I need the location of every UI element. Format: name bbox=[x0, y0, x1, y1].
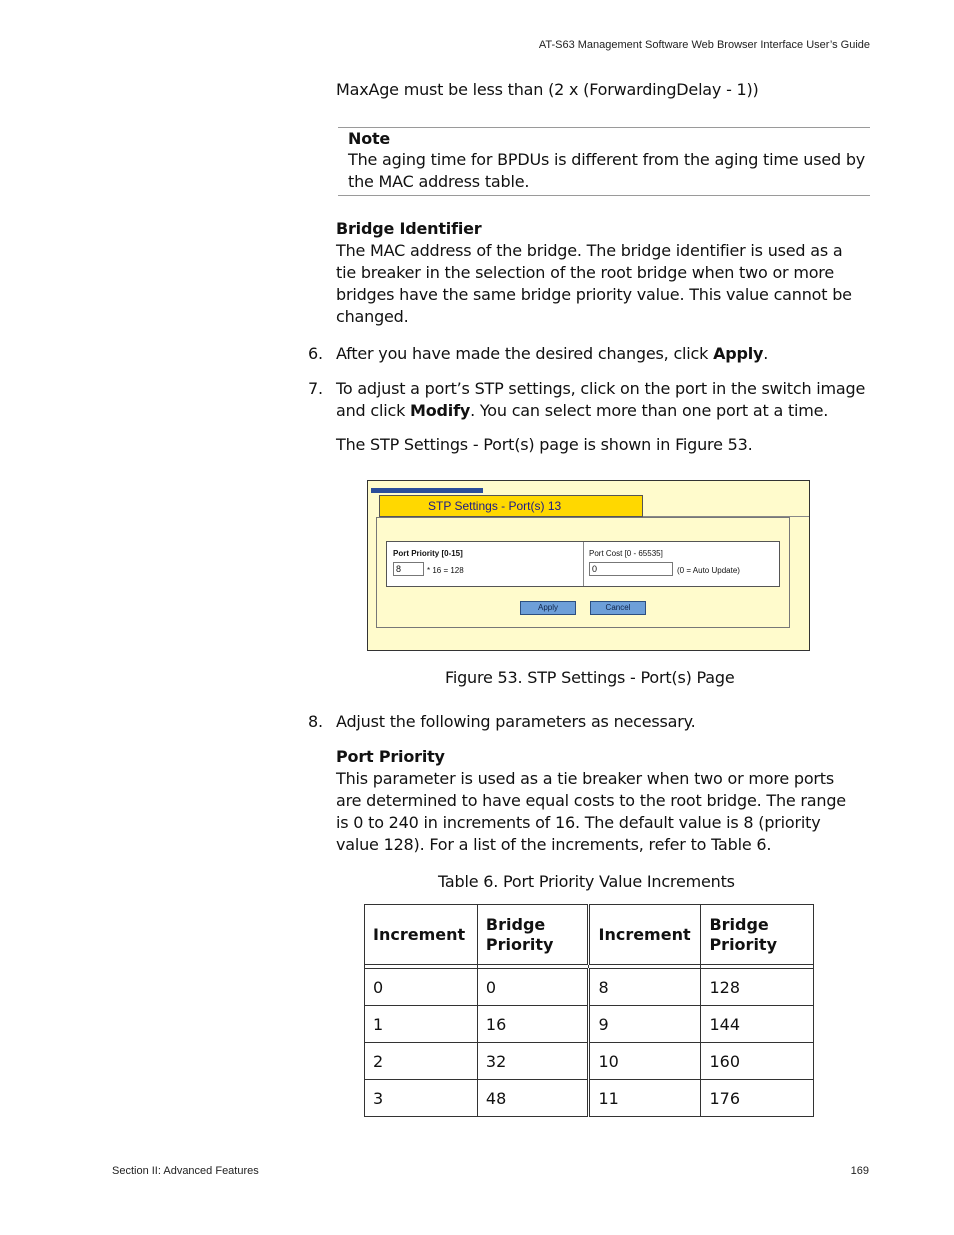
page-number: 169 bbox=[850, 1165, 869, 1177]
figure-top-bar bbox=[371, 488, 483, 493]
table-row bbox=[365, 1080, 814, 1117]
port-cost-suffix: (0 = Auto Update) bbox=[677, 566, 740, 575]
bridge-identifier-text: The MAC address of the bridge. The bridge identifier is used as a tie breaker in the selection of the root bridge when two or more bridges have the same bridge priority value. This value cannot be changed. bbox=[336, 241, 852, 326]
note-text: The aging time for BPDUs is different from the aging time used by the MAC address table. bbox=[348, 150, 866, 191]
port-priority-label: Port Priority [0-15] bbox=[393, 549, 463, 558]
stp-settings-figure bbox=[367, 480, 810, 651]
table-cell: 11 bbox=[589, 1080, 701, 1117]
table-cell: 2 bbox=[365, 1043, 478, 1080]
maxage-rule: MaxAge must be less than (2 x (ForwardingDelay - 1)) bbox=[336, 80, 759, 99]
table-cell: 176 bbox=[701, 1080, 814, 1117]
table-row bbox=[365, 969, 814, 1006]
port-cost-label: Port Cost [0 - 65535] bbox=[589, 549, 663, 558]
running-header: AT-S63 Management Software Web Browser Interface User’s Guide bbox=[538, 39, 870, 51]
step-6-text-after: . bbox=[763, 344, 769, 363]
table-cell: 16 bbox=[477, 1006, 589, 1043]
footer-section: Section II: Advanced Features bbox=[112, 1165, 259, 1177]
table-header-cell: Bridge Priority bbox=[477, 905, 589, 965]
table-row bbox=[365, 1043, 814, 1080]
figure-settings-box bbox=[386, 541, 780, 587]
port-priority-table bbox=[364, 904, 814, 1117]
figure-caption: Figure 53. STP Settings - Port(s) Page bbox=[445, 668, 735, 687]
step-6-apply-keyword: Apply bbox=[713, 344, 764, 363]
table-cell: 9 bbox=[589, 1006, 701, 1043]
table-cell: 160 bbox=[701, 1043, 814, 1080]
figure-box-divider bbox=[583, 542, 584, 586]
table-cell: 8 bbox=[589, 969, 701, 1006]
table-row bbox=[365, 1006, 814, 1043]
step-7-text bbox=[336, 378, 866, 422]
table-cell: 48 bbox=[477, 1080, 589, 1117]
table-cell: 144 bbox=[701, 1006, 814, 1043]
figure-tab-title: STP Settings - Port(s) 13 bbox=[379, 495, 643, 517]
port-priority-heading: Port Priority bbox=[336, 747, 445, 766]
table-header-row bbox=[365, 905, 814, 965]
table-cell: 32 bbox=[477, 1043, 589, 1080]
table-header-cell: Increment bbox=[589, 905, 701, 965]
cancel-button[interactable]: Cancel bbox=[590, 601, 646, 615]
step-6-text-before: After you have made the desired changes, click bbox=[336, 344, 714, 363]
table-caption: Table 6. Port Priority Value Increments bbox=[438, 872, 735, 891]
step-7-followup: The STP Settings - Port(s) page is shown in Figure 53. bbox=[336, 435, 753, 454]
step-6-number: 6. bbox=[308, 344, 323, 363]
table-cell: 128 bbox=[701, 969, 814, 1006]
apply-button[interactable]: Apply bbox=[520, 601, 576, 615]
table-cell: 0 bbox=[365, 969, 478, 1006]
table-cell: 1 bbox=[365, 1006, 478, 1043]
step-7-number: 7. bbox=[308, 379, 323, 398]
table-cell: 3 bbox=[365, 1080, 478, 1117]
table-header-cell: Bridge Priority bbox=[701, 905, 814, 965]
note-label: Note bbox=[348, 129, 391, 148]
step-7-text-before: To adjust a port’s STP settings, click on the port in the switch image and click bbox=[336, 379, 866, 420]
table-cell: 0 bbox=[477, 969, 589, 1006]
port-priority-text: This parameter is used as a tie breaker when two or more ports are determined to have equal costs to the root bridge. The range is 0 to 240 in increments of 16. The default value is 8 (priority value 128). For a list of the increments, refer to Table 6. bbox=[336, 769, 846, 854]
port-priority-input[interactable]: 8 bbox=[393, 562, 424, 576]
bridge-identifier-heading: Bridge Identifier bbox=[336, 219, 482, 238]
table-cell: 10 bbox=[589, 1043, 701, 1080]
port-priority-suffix: * 16 = 128 bbox=[427, 566, 464, 575]
table-header-cell: Increment bbox=[365, 905, 478, 965]
port-cost-input[interactable]: 0 bbox=[589, 562, 673, 576]
step-6-text bbox=[336, 343, 866, 365]
note-bottom-rule bbox=[338, 195, 870, 196]
step-7-text-after: . You can select more than one port at a time. bbox=[470, 401, 829, 420]
step-8-number: 8. bbox=[308, 712, 323, 731]
note-top-rule bbox=[338, 127, 870, 128]
step-8-text: Adjust the following parameters as necessary. bbox=[336, 712, 696, 731]
step-7-modify-keyword: Modify bbox=[410, 401, 471, 420]
